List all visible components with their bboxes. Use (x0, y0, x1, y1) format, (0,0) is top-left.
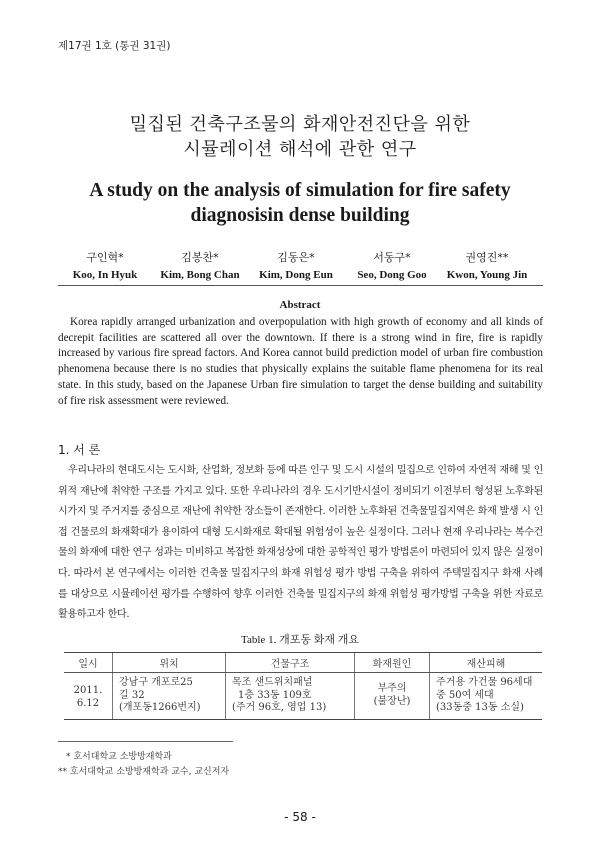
footnote-corresponding-author: ** 호서대학교 소방방재학과 교수, 교신저자 (58, 767, 230, 777)
korean-title-line1: 밀집된 건축구조물의 화재안전진단을 위한 (129, 114, 471, 135)
footnote-divider (58, 741, 233, 742)
cell-line: (불장난) (373, 695, 411, 707)
table-caption: Table 1. 개포동 화재 개요 (241, 634, 359, 646)
author-1 (50, 249, 160, 281)
english-title-line1: A study on the analysis of simulation for fire safety (89, 180, 511, 201)
table-header-row (64, 653, 542, 673)
cell-line: 6.12 (76, 697, 100, 709)
cell-line: (개포동1266번지) (119, 702, 201, 713)
author-name-en: Seo, Dong Goo (357, 269, 427, 281)
section-body-introduction: 우리나라의 현대도시는 도시화, 산업화, 정보화 등에 따른 인구 및 도시 시설의 밀집으로 인하여 자연적 재해 및 인위적 재난에 취약한 구조를 가지고 있다. 또한 우리나라의 경우 도시기반시설이 정비되기 이전부터 형성된 노후화된 시가지 및 주거지를 중심으로 재난에 취약한 장소들이 존재한다. 이러한 노후화된 건축물밀집지역은 화재 발생 시 인접 건물로의 화재확대가 용이하여 대형 도시화재로 확대될 위험성이 높은 실정이다. 그러나 현재 우리나라는 복수건물의 화재에 대한 연구 성과는 미비하고 복잡한 화재성상에 대한 공학적인 평가 방법론이 마련되어 있지 않은 실정이다. 따라서 본 연구에서는 이러한 건축물 밀집지구의 화재 위험성 평가 방법 구축을 위하여 주택밀집지구 화재 사례를 대상으로 시뮬레이션 평가를 수행하여 향후 이러한 건축물 밀집지구의 화재 위험성 평가방법 구축을 위한 자료로 활용하고자 한다. (58, 465, 543, 621)
table-cell-date (64, 673, 113, 720)
author-name-kr: 서동구* (373, 251, 411, 264)
cell-line: 1층 33동 109호 (238, 689, 312, 701)
author-name-en: Koo, In Hyuk (72, 269, 138, 281)
cell-line: 2011. (73, 685, 103, 696)
abstract-body: Korea rapidly arranged urbanization and overpopulation with high growth of economy and all kinds of decrepit facilities are scattered all over the downtown. If there is a strong wind in fire, fire is rapidly increased by various fire spread factors. And Korea cannot build prediction model of urban fire combustion phenomena because there is no studies that physically explains the suitable flame phenomena for its real state. In this study, based on the Japanese Urban fire simulation to target the dense building and suitability of fire risk assessment were reviewed. (58, 316, 543, 407)
author-name-kr: 김봉찬* (181, 251, 219, 264)
cell-line: 부주의 (377, 683, 407, 694)
author-4 (337, 249, 447, 281)
table-cell-damage (430, 673, 543, 720)
author-divider (58, 285, 543, 286)
journal-issue-header: 제17권 1호 (통권 31권) (58, 40, 171, 52)
cell-line: 중 50여 세대 (436, 689, 494, 701)
abstract-heading: Abstract (279, 299, 321, 311)
table-header-cell: 위치 (113, 653, 226, 673)
author-name-kr: 권영진** (465, 251, 509, 264)
author-name-kr: 김동은* (277, 251, 315, 264)
cell-line: 목조 샌드위치패널 (232, 677, 313, 688)
table-header-cell: 화재원인 (355, 653, 430, 673)
english-title-line2: diagnosisin dense building (190, 205, 410, 226)
page-number: - 58 - (284, 810, 316, 824)
author-5 (432, 249, 542, 281)
table-row (64, 673, 542, 720)
author-name-en: Kim, Bong Chan (160, 269, 240, 281)
author-name-kr: 구인혁* (86, 251, 124, 264)
cell-line: 주거용 가건물 96세대 (436, 677, 533, 688)
cell-line: 강남구 개포로25 (119, 677, 193, 688)
fire-overview-table (64, 652, 542, 720)
author-2 (145, 249, 255, 281)
table-cell-structure (226, 673, 355, 720)
author-name-en: Kim, Dong Eun (259, 269, 333, 281)
section-heading-introduction: 1. 서 론 (58, 443, 101, 457)
table-cell-cause (355, 673, 430, 720)
author-name-en: Kwon, Young Jin (446, 269, 528, 281)
table-header-cell: 건물구조 (226, 653, 355, 673)
table-header-cell: 재산피해 (430, 653, 543, 673)
cell-line: (33동중 13동 소실) (436, 702, 524, 713)
table-cell-location (113, 673, 226, 720)
cell-line: (주거 96호, 영업 13) (232, 702, 327, 713)
footnote-affiliation: * 호서대학교 소방방재학과 (66, 752, 172, 762)
korean-title-line2: 시뮬레이션 해석에 관한 연구 (183, 139, 417, 160)
author-3 (241, 249, 351, 281)
cell-line: 길 32 (119, 689, 145, 701)
table-header-cell: 일시 (64, 653, 113, 673)
